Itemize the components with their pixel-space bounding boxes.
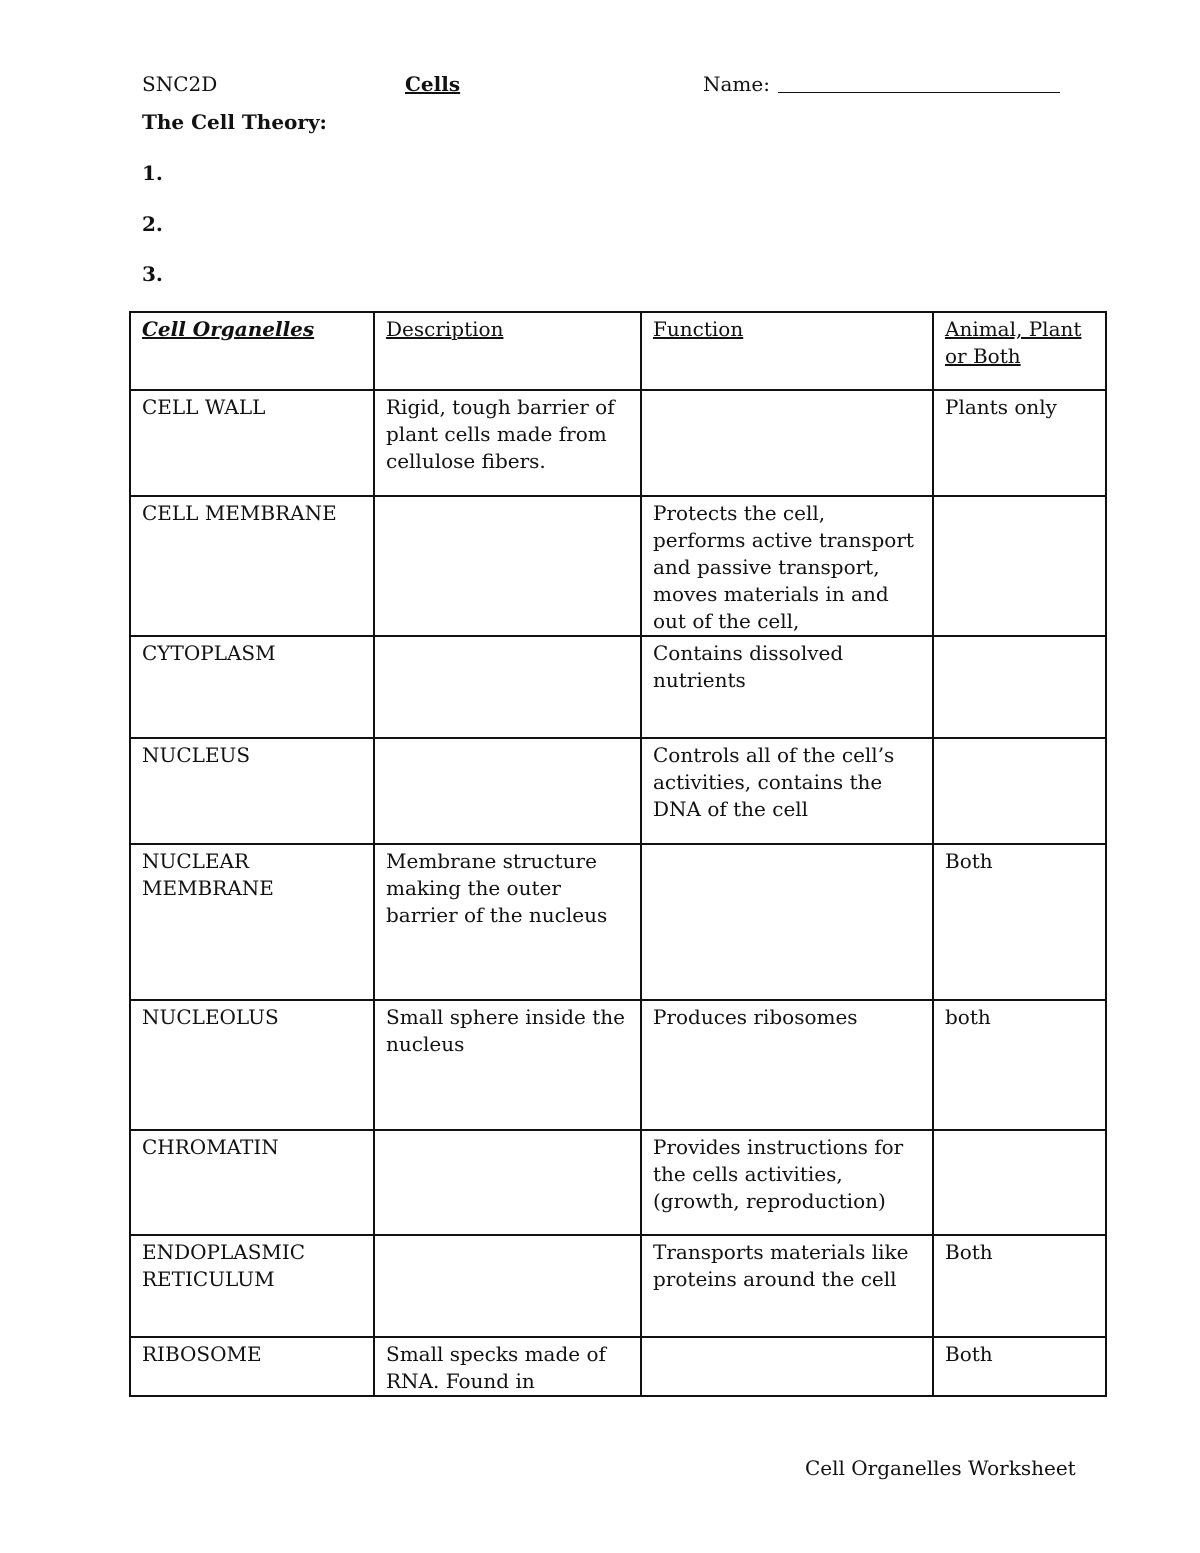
function-cell[interactable]: Transports materials like proteins around the cell: [641, 1235, 933, 1337]
description-cell[interactable]: [374, 1130, 641, 1235]
description-cell[interactable]: [374, 738, 641, 844]
header-row: [0, 72, 1200, 102]
table-row: [130, 496, 1106, 636]
organelle-table: [129, 311, 1107, 1397]
function-cell[interactable]: [641, 844, 933, 1000]
header-description: Description: [374, 312, 641, 390]
organelle-cell: ENDOPLASMIC RETICULUM: [130, 1235, 374, 1337]
type-cell[interactable]: both: [933, 1000, 1106, 1130]
description-cell[interactable]: [374, 636, 641, 738]
table-row: [130, 844, 1106, 1000]
cell-theory-item-2: 2.: [142, 212, 163, 236]
footer-text: Cell Organelles Worksheet: [805, 1456, 1076, 1480]
course-code: SNC2D: [142, 72, 218, 96]
table-row: [130, 1337, 1106, 1396]
table-row: [130, 1130, 1106, 1235]
organelle-cell: NUCLEAR MEMBRANE: [130, 844, 374, 1000]
name-label: Name:: [703, 72, 770, 96]
table-row: [130, 1000, 1106, 1130]
type-cell[interactable]: [933, 1130, 1106, 1235]
function-cell[interactable]: Produces ribosomes: [641, 1000, 933, 1130]
function-cell[interactable]: Provides instructions for the cells activities, (growth, reproduction): [641, 1130, 933, 1235]
type-cell[interactable]: Both: [933, 1337, 1106, 1396]
type-cell[interactable]: [933, 738, 1106, 844]
cell-theory-item-3: 3.: [142, 262, 163, 286]
organelle-cell: CHROMATIN: [130, 1130, 374, 1235]
cell-theory-heading: The Cell Theory:: [142, 110, 327, 134]
function-cell[interactable]: Contains dissolved nutrients: [641, 636, 933, 738]
table-row: [130, 390, 1106, 496]
description-cell[interactable]: Small specks made of RNA. Found in: [374, 1337, 641, 1396]
organelle-cell: CYTOPLASM: [130, 636, 374, 738]
organelle-cell: CELL WALL: [130, 390, 374, 496]
description-cell[interactable]: [374, 1235, 641, 1337]
type-cell[interactable]: [933, 636, 1106, 738]
document-title: Cells: [405, 72, 461, 96]
organelle-cell: NUCLEOLUS: [130, 1000, 374, 1130]
type-cell[interactable]: Both: [933, 844, 1106, 1000]
header-animal-plant-both: Animal, Plant or Both: [933, 312, 1106, 390]
organelle-cell: RIBOSOME: [130, 1337, 374, 1396]
table-header-row: [130, 312, 1106, 390]
type-cell[interactable]: [933, 496, 1106, 636]
description-cell[interactable]: [374, 496, 641, 636]
description-cell[interactable]: Rigid, tough barrier of plant cells made from cellulose fibers.: [374, 390, 641, 496]
header-function: Function: [641, 312, 933, 390]
type-cell[interactable]: Both: [933, 1235, 1106, 1337]
description-cell[interactable]: Small sphere inside the nucleus: [374, 1000, 641, 1130]
cell-theory-item-1: 1.: [142, 161, 163, 185]
function-cell[interactable]: Protects the cell, performs active transport and passive transport, moves materials in and out of the cell,: [641, 496, 933, 636]
function-cell[interactable]: Controls all of the cell’s activities, contains the DNA of the cell: [641, 738, 933, 844]
description-cell[interactable]: Membrane structure making the outer barrier of the nucleus: [374, 844, 641, 1000]
table-row: [130, 636, 1106, 738]
type-cell[interactable]: Plants only: [933, 390, 1106, 496]
header-cell-organelles: Cell Organelles: [130, 312, 374, 390]
table-row: [130, 738, 1106, 844]
function-cell[interactable]: [641, 1337, 933, 1396]
function-cell[interactable]: [641, 390, 933, 496]
organelle-cell: NUCLEUS: [130, 738, 374, 844]
organelle-cell: CELL MEMBRANE: [130, 496, 374, 636]
table-row: [130, 1235, 1106, 1337]
name-blank-line[interactable]: [778, 92, 1060, 93]
